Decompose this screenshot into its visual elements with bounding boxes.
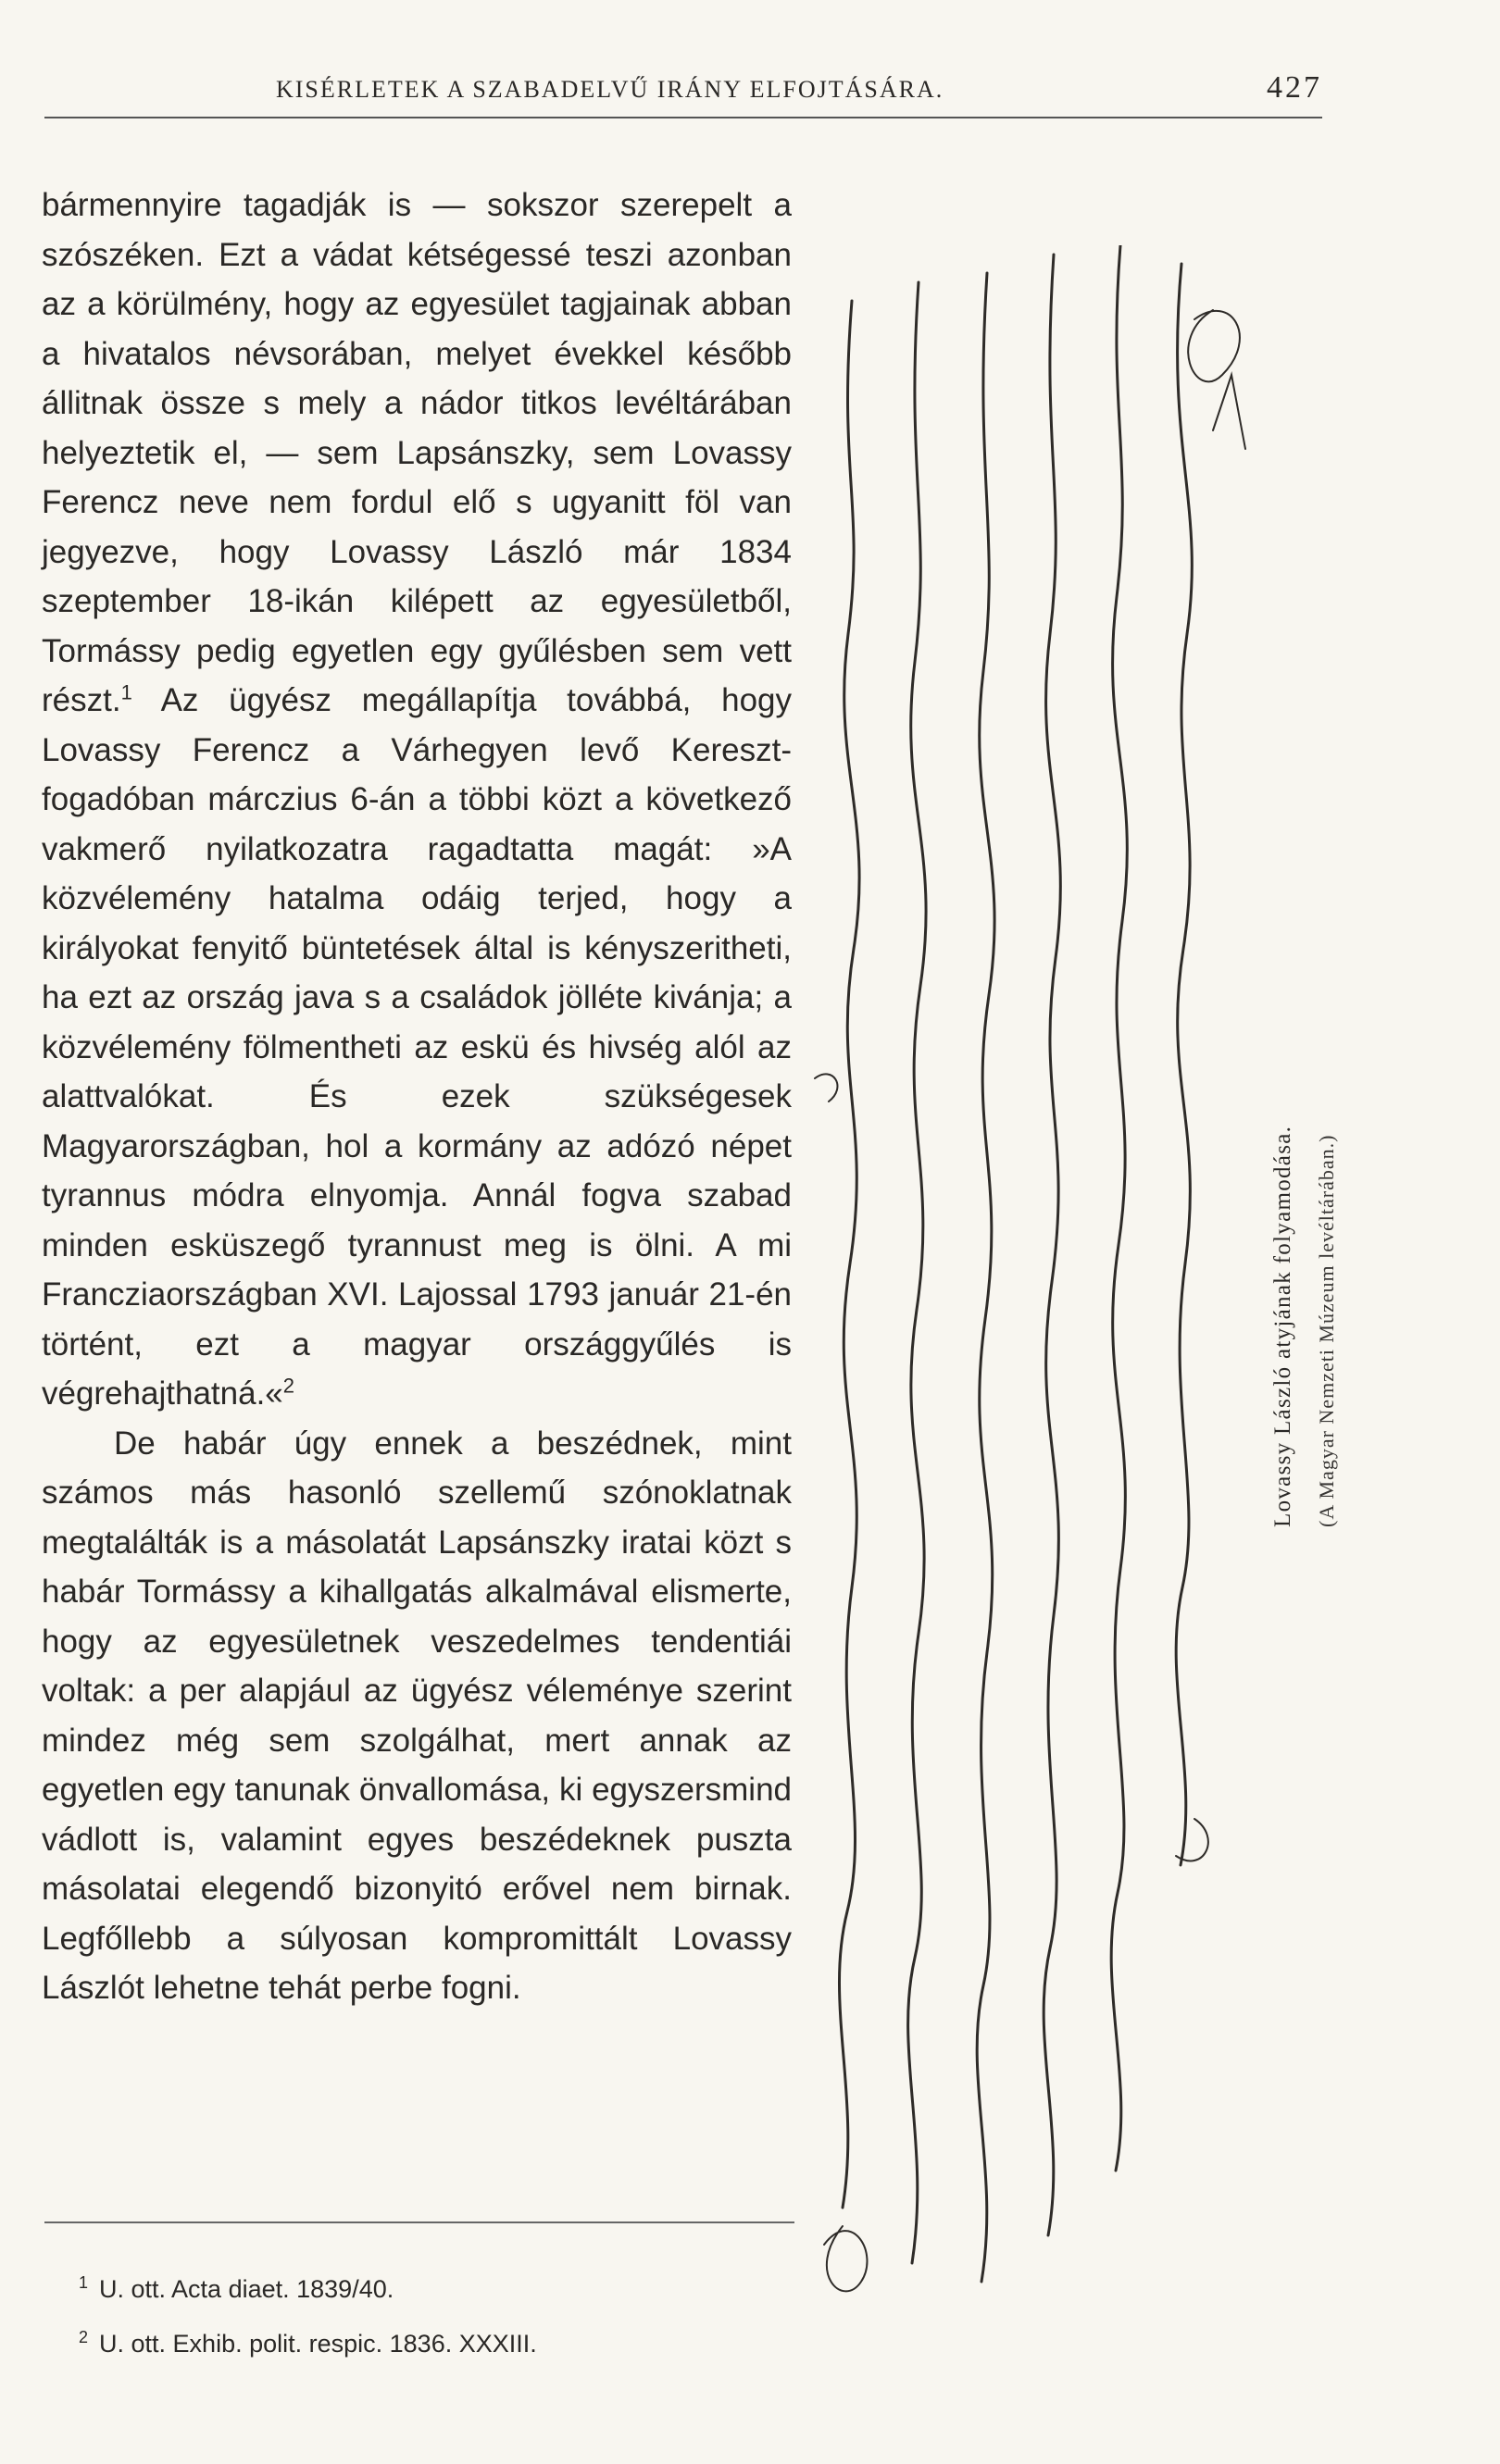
footnote-2-number: 2 — [79, 2328, 89, 2346]
script-line-1 — [839, 301, 859, 2208]
figure-caption — [1252, 1009, 1346, 1527]
footnote-2 — [79, 2313, 537, 2368]
script-line-4 — [1044, 255, 1060, 2235]
footnote-2-text: U. ott. Exhib. polit. respic. 1836. XXXIII. — [99, 2330, 537, 2358]
body-text — [42, 180, 792, 2013]
caption-title: Lovassy László atyjának folyamodása. — [1270, 1125, 1295, 1527]
flourish-4 — [815, 1074, 837, 1101]
paragraph-1-part-b: Az ügyész megállapítja továbbá, hogy Lovassy Ferencz a Várhegyen levő Kereszt-fogadóban márczius 6-án a többi közt a következő vakmerő nyilatkozatra ragadtatta magát: »A közvélemény hatalma odáig terjed, hogy a királyokat fenyitő büntetések által is kényszeritheti, ha ezt az ország java s a családok jölléte kivánja; a közvélemény fölmentheti az eskü és hivség alól az alattvalókat. És ezek szükségesek Magyarországban, hol a kormány az adózó népet tyrannus módra elnyomja. Annál fogva szabad minden esküszegő tyrannust meg is ölni. A mi Francziaországban XVI. Lajossal 1793 január 21-én történt, ezt a magyar országgyűlés is végrehajthatná.« — [42, 682, 792, 1412]
footnote-ref-2[interactable]: 2 — [282, 1374, 295, 1398]
paragraph-2: De habár úgy ennek a beszédnek, mint számos más hasonló szellemű szónoklatnak megtalálták is a másolatát Lapsánszky iratai közt s habár Tormássy a kihallgatás alkalmával elismerte, hogy az egyesületnek veszedelmes tendentiái voltak: a per alapjául az ügyész véleménye szerint mindez még sem szolgálhat, mert annak az egyetlen egy tanunak önvallomása, ki egyszersmind vádlott is, valamint egyes beszédeknek puszta másolatai elegendő bizonyitó erővel nem birnak. Legfőllebb a súlyosan kompromittált Lovassy Lászlót lehetne tehát perbe fogni. — [42, 1425, 792, 2006]
flourish-3 — [1213, 375, 1245, 449]
footnote-1-number: 1 — [79, 2273, 89, 2292]
page-number: 427 — [1267, 70, 1322, 105]
footnote-1-text: U. ott. Acta diaet. 1839/40. — [99, 2275, 394, 2303]
flourish-5 — [1176, 1819, 1208, 1860]
script-line-5 — [1111, 245, 1127, 2171]
running-title: KISÉRLETEK A SZABADELVŰ IRÁNY ELFOJTÁSÁRA. — [276, 76, 944, 103]
footnote-rule — [44, 2221, 794, 2223]
script-line-3 — [977, 273, 994, 2282]
paragraph-1 — [42, 180, 792, 1419]
caption-source: (A Magyar Nemzeti Múzeum levéltárában.) — [1315, 1134, 1338, 1527]
script-line-2 — [908, 282, 926, 2263]
handwritten-petition-facsimile — [806, 245, 1269, 2337]
flourish-1 — [824, 2226, 867, 2291]
flourish-2 — [1188, 310, 1240, 381]
footnote-1 — [79, 2259, 537, 2313]
running-head — [44, 70, 1322, 118]
footnotes — [79, 2259, 537, 2368]
script-line-6 — [1176, 264, 1192, 1865]
paragraph-1-part-a: bármennyire tagadják is — sokszor szerepelt a szószéken. Ezt a vádat kétségessé teszi azonban az a körülmény, hogy az egyesület tagjainak abban a hivatalos névsorában, melyet évekkel később állitnak össze s mely a nádor titkos levéltárában helyeztetik el, — sem Lapsánszky, sem Lovassy Ferencz neve nem fordul elő s ugyanitt föl van jegyezve, hogy Lovassy László már 1834 szeptember 18-ikán kilépett az egyesületből, Tormássy pedig egyetlen egy gyűlésben sem vett részt. — [42, 187, 792, 718]
footnote-ref-1[interactable]: 1 — [120, 680, 132, 704]
